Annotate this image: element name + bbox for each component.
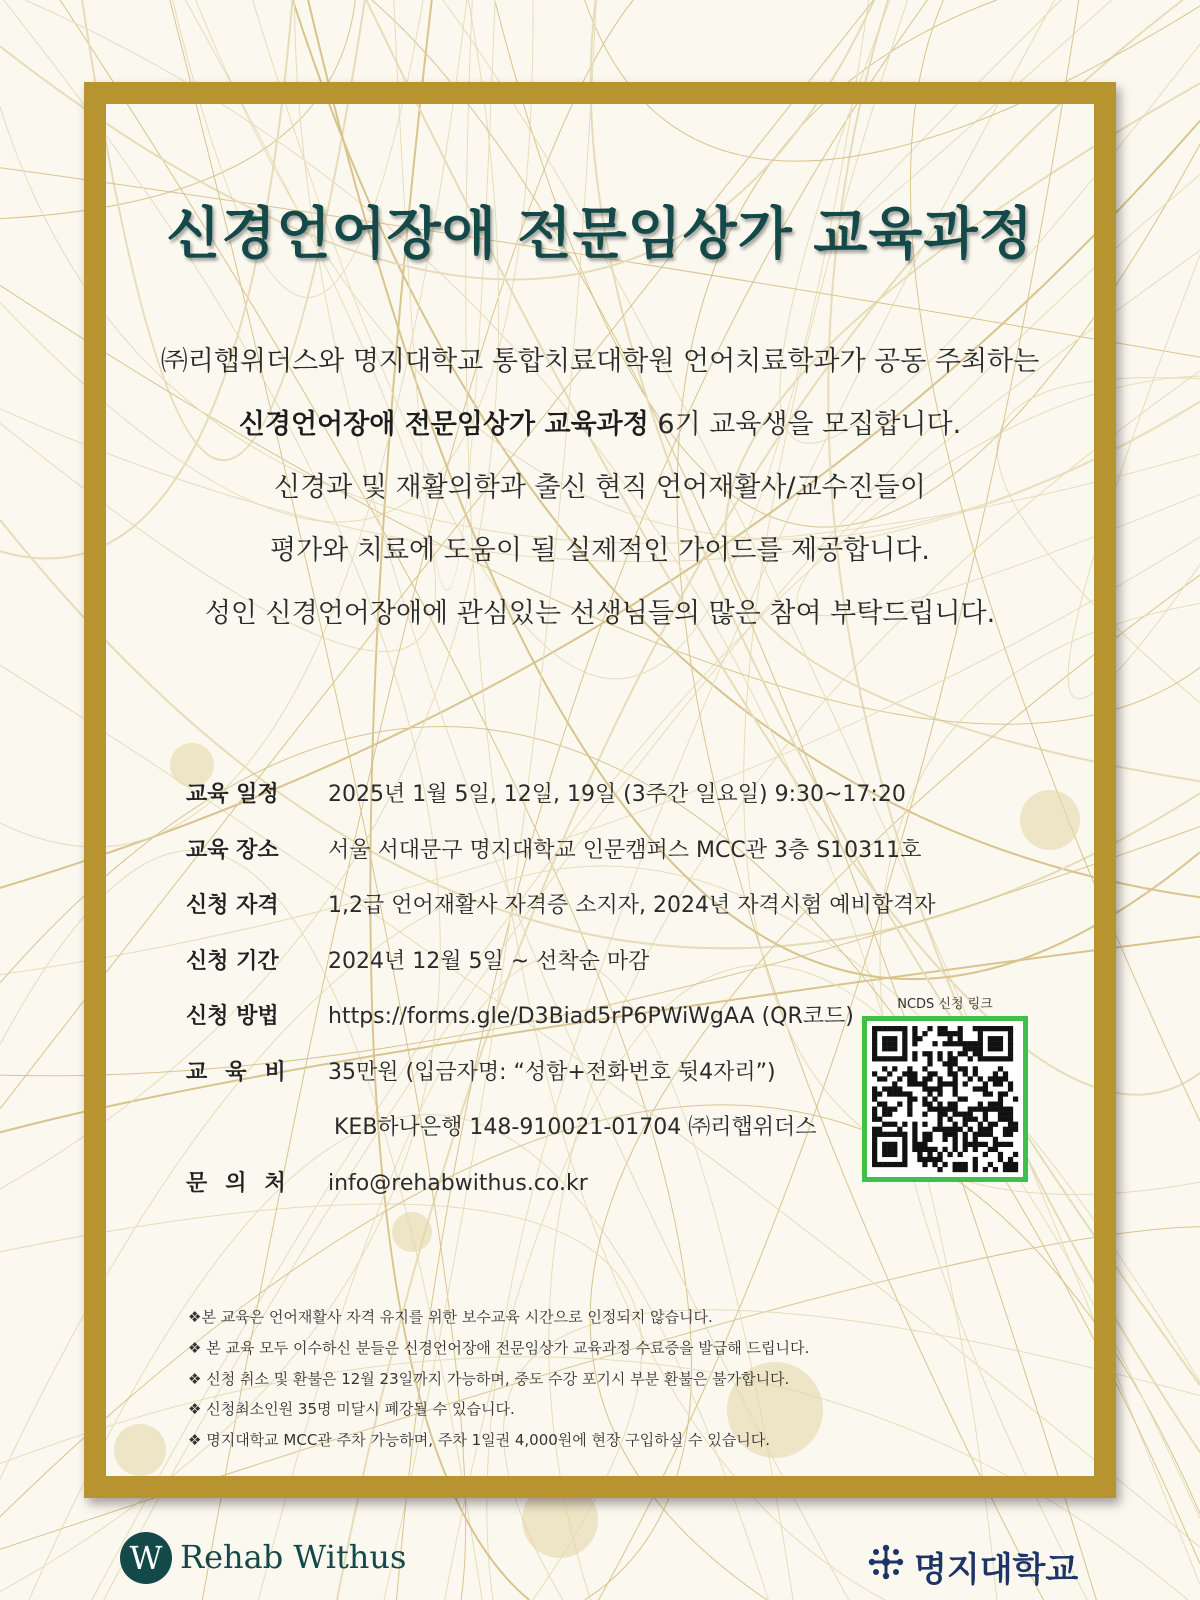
intro-line-2 [0,408,1200,471]
info-row-location [186,836,922,892]
info-row-method [186,1002,906,1058]
fee-label: 교육비 [186,1059,304,1085]
intro-line-1: ㈜리햅위더스와 명지대학교 통합치료대학원 언어치료학과가 공동 주최하는 [160,346,1040,377]
contact-label: 문의처 [186,1170,304,1196]
info-row-period [186,947,906,1003]
intro-paragraph [0,345,1200,660]
notice-list [188,1307,948,1461]
info-row-fee [186,1058,906,1114]
intro-line-3: 신경과 및 재활의학과 출신 현직 언어재활사/교수진들이 [274,472,926,503]
page-title: 신경언어장애 전문임상가 교육과정 [166,202,1034,267]
schedule-value: 2025년 1월 5일, 12일, 19일 (3주간 일요일) 9:30~17:20 [328,782,906,807]
qr-code[interactable] [862,1016,1028,1182]
info-row-account [186,1113,906,1169]
course-info [186,780,936,1224]
intro-line-5: 성인 신경언어장애에 관심있는 선생님들의 많은 참여 부탁드립니다. [204,598,996,629]
eligibility-label: 신청 자격 [186,893,279,918]
notice-item: ❖ 명지대학교 MCC관 주차 가능하며, 주차 1일권 4,000원에 현장 구입하실 수 있습니다. [188,1431,771,1450]
bank-account: KEB하나은행 148-910021-01704 ㈜리햅위더스 [334,1115,817,1140]
notice-item: ❖본 교육은 언어재활사 자격 유지를 위한 보수교육 시간으로 인정되지 않습니다. [188,1308,713,1326]
method-label: 신청 방법 [186,1004,279,1029]
contact-email[interactable]: info@rehabwithus.co.kr [328,1170,588,1196]
location-label: 교육 장소 [186,837,279,863]
info-row-contact [186,1169,906,1225]
schedule-label: 교육 일정 [186,782,279,807]
notice-item: ❖ 본 교육 모두 이수하신 분들은 신경언어장애 전문임상가 교육과정 수료증을 발급해 드립니다. [188,1338,810,1357]
info-row-schedule [186,780,906,836]
period-label: 신청 기간 [186,948,279,974]
fee-value: 35만원 (입금자명: “성함+전화번호 뒷4자리”) [328,1059,776,1085]
application-link[interactable]: https://forms.gle/D3Biad5rP6PWiWgAA (QR코드) [328,1004,854,1029]
myongji-name: 명지대학교 [914,1550,1079,1590]
eligibility-value: 1,2급 언어재활사 자격증 소지자, 2024년 자격시험 예비합격자 [328,893,936,918]
notice-item: ❖ 신청 취소 및 환불은 12월 23일까지 가능하며, 중도 수강 포기시 부분 환불은 불가합니다. [188,1369,790,1388]
notice-item: ❖ 신청최소인원 35명 미달시 폐강될 수 있습니다. [188,1400,515,1419]
intro-line-2-rest: 6기 교육생을 모집합니다. [648,409,962,440]
qr-caption: NCDS 신청 링크 [897,997,993,1012]
info-row-eligibility [186,891,936,947]
period-value: 2024년 12월 5일 ~ 선착순 마감 [328,948,650,974]
rehab-withus-name: Rehab Withus [180,1538,407,1576]
rehab-withus-mark: W [120,1532,172,1584]
location-value: 서울 서대문구 명지대학교 인문캠퍼스 MCC관 3층 S10311호 [328,837,922,863]
qr-code-icon [867,1021,1023,1177]
myongji-seal-icon [864,1540,908,1584]
intro-course-name: 신경언어장애 전문임상가 교육과정 [238,409,649,440]
intro-line-4: 평가와 치료에 도움이 될 실제적인 가이드를 제공합니다. [270,535,930,566]
